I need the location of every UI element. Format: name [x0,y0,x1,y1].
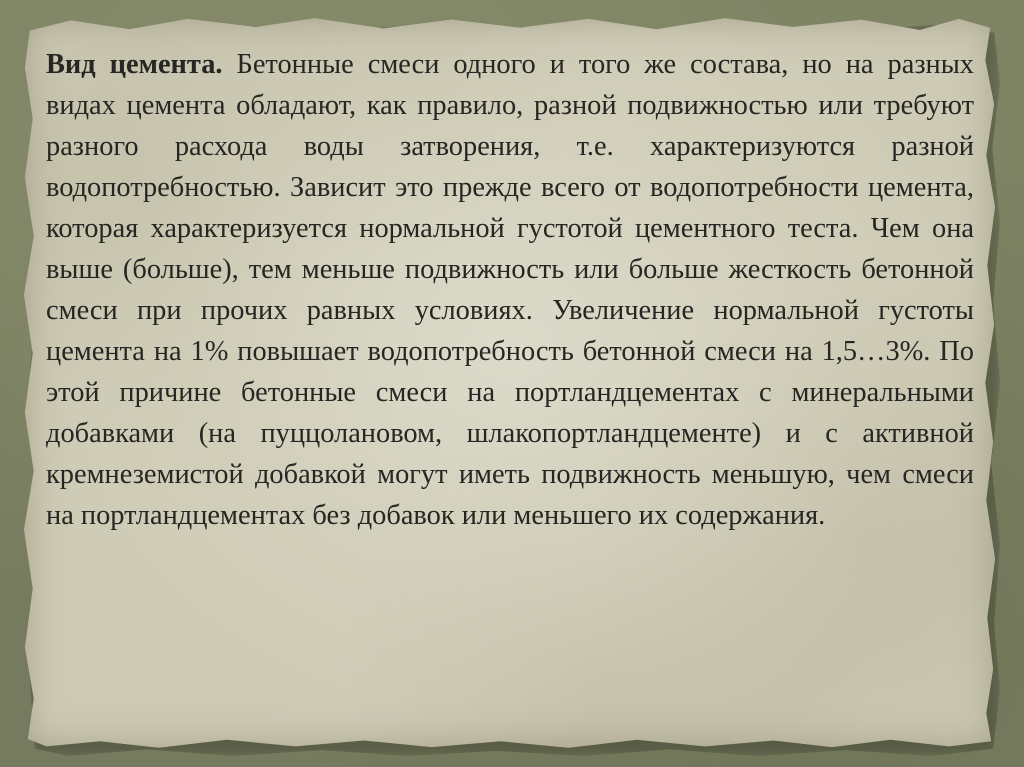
paragraph-body: Бетонные смеси одного и того же состава, но на разных видах цемента обладают, как правило, разной подвижностью или требуют разного расхода воды затворения, т.е. характеризуются разной водопотребностью. Зависит это прежде всего от водопотребности цемента, которая характеризуется нормальной густотой цементного теста. Чем она выше (больше), тем меньше подвижность или больше жесткость бетонной смеси при прочих равных условиях. Увеличение нормальной густоты цемента на 1% повышает водопотребность бетонной смеси на 1,5…3%. По этой причине бетонные смеси на портландцементах с минеральными добавками (на пуццолановом, шлакопортландцементе) и с активной кремнеземистой добавкой могут иметь подвижность меньшую, чем смеси на портландцементах без добавок или меньшего их содержания. [46,49,974,531]
paragraph-heading: Вид цемента. [46,49,223,80]
slide-text [46,44,974,536]
